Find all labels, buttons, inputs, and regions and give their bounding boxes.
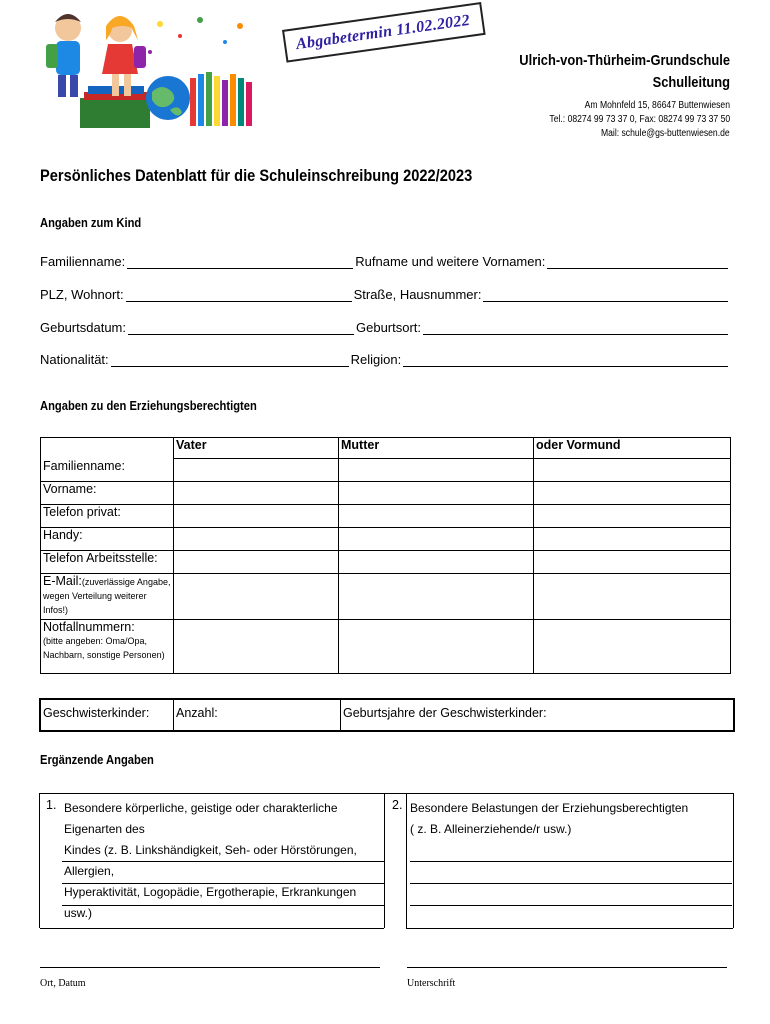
item2-answer-line[interactable] <box>410 905 732 906</box>
school-name: Ulrich-von-Thürheim-Grundschule <box>519 52 730 69</box>
item1-answer-line[interactable] <box>62 883 384 884</box>
emergency-note: (bitte angeben: Oma/Opa, Nachbarn, sonstige Personen) <box>43 636 165 660</box>
child-row-2 <box>40 287 730 302</box>
field-birthdate[interactable] <box>128 320 354 335</box>
school-phone: Tel.: 08274 99 73 37 0, Fax: 08274 99 73 37 50 <box>549 114 730 125</box>
cell-guardian-mobile[interactable] <box>534 528 731 551</box>
child-row-1 <box>40 254 730 269</box>
field-label-street: Straße, Hausnummer: <box>353 287 482 302</box>
cell-mother-phone[interactable] <box>339 505 534 528</box>
school-header <box>485 50 730 94</box>
item2-bottom-line <box>406 928 733 929</box>
school-address: Am Mohnfeld 15, 86647 Buttenwiesen <box>584 100 730 111</box>
field-label-surname: Familienname: <box>40 254 126 269</box>
signature-line[interactable] <box>407 967 727 989</box>
cell-guardian-email[interactable] <box>534 574 731 620</box>
item2-line: ( z. B. Alleinerziehende/r usw.) <box>410 822 572 836</box>
column-header-father: Vater <box>174 438 339 459</box>
siblings-row <box>39 698 735 732</box>
item1-answer-line[interactable] <box>62 905 384 906</box>
item2-line: Besondere Belastungen der Erziehungsberechtigten <box>410 801 689 815</box>
cell-father-email[interactable] <box>174 574 339 620</box>
section-heading-child: Angaben zum Kind <box>40 215 142 230</box>
cell-mother-work[interactable] <box>339 551 534 574</box>
item1-line: Hyperaktivität, Logopädie, Ergotherapie, Erkrankungen usw.) <box>64 885 357 920</box>
item1-answer-line[interactable] <box>62 861 384 862</box>
row-label-phone-work: Telefon Arbeitsstelle: <box>41 551 174 574</box>
siblings-birthyears[interactable]: Geburtsjahre der Geschwisterkinder: <box>343 706 547 720</box>
field-street[interactable] <box>483 287 728 302</box>
guardians-corner-cell <box>41 438 174 459</box>
item2-answer-line[interactable] <box>410 861 732 862</box>
cell-father-emergency[interactable] <box>174 620 339 674</box>
column-divider-right <box>406 794 407 928</box>
field-surname[interactable] <box>127 254 353 269</box>
place-date-line[interactable] <box>40 967 380 989</box>
siblings-label: Geschwisterkinder: <box>41 700 174 730</box>
field-religion[interactable] <box>403 352 728 367</box>
row-label-firstname: Vorname: <box>41 482 174 505</box>
table-row <box>41 574 731 620</box>
row-label-phone-private: Telefon privat: <box>41 505 174 528</box>
section-heading-guardians: Angaben zu den Erziehungsberechtigten <box>40 398 257 413</box>
school-department: Schulleitung <box>652 74 730 91</box>
table-row <box>41 482 731 505</box>
page-title: Persönliches Datenblatt für die Schuleinschreibung 2022/2023 <box>40 166 473 185</box>
table-row <box>41 528 731 551</box>
signature-label: Unterschrift <box>407 978 456 989</box>
cell-father-phone[interactable] <box>174 505 339 528</box>
cell-mother-emergency[interactable] <box>339 620 534 674</box>
field-zip-city[interactable] <box>126 287 352 302</box>
siblings-count[interactable]: Anzahl: <box>174 700 341 730</box>
field-nationality[interactable] <box>111 352 349 367</box>
item1-number: 1. <box>46 798 57 812</box>
school-contact <box>520 99 730 141</box>
row-label-mobile: Handy: <box>41 528 174 551</box>
cell-mother-surname[interactable] <box>339 459 534 482</box>
column-header-guardian: oder Vormund <box>534 438 731 459</box>
item2-number: 2. <box>392 798 403 812</box>
cell-guardian-work[interactable] <box>534 551 731 574</box>
field-label-birthplace: Geburtsort: <box>356 320 422 335</box>
cell-mother-email[interactable] <box>339 574 534 620</box>
cell-mother-mobile[interactable] <box>339 528 534 551</box>
deadline-stamp: Abgabetermin 11.02.2022 <box>282 2 486 63</box>
cell-father-surname[interactable] <box>174 459 339 482</box>
field-label-nationality: Nationalität: <box>40 352 109 367</box>
table-row <box>41 551 731 574</box>
row-label-surname: Familienname: <box>41 459 174 482</box>
field-label-birthdate: Geburtsdatum: <box>40 320 126 335</box>
item1-line: Kindes (z. B. Linkshändigkeit, Seh- oder Hörstörungen, Allergien, <box>64 843 357 878</box>
school-mail: Mail: schule@gs-buttenwiesen.de <box>601 128 730 139</box>
row-label-emergency <box>41 620 174 674</box>
child-row-3 <box>40 320 730 335</box>
table-row <box>41 459 731 482</box>
cell-guardian-emergency[interactable] <box>534 620 731 674</box>
column-divider-left <box>384 794 385 928</box>
field-firstnames[interactable] <box>547 254 728 269</box>
cell-father-work[interactable] <box>174 551 339 574</box>
extra-info-box <box>39 793 734 928</box>
cell-guardian-firstname[interactable] <box>534 482 731 505</box>
cell-mother-firstname[interactable] <box>339 482 534 505</box>
email-label: E-Mail: <box>43 574 82 588</box>
cell-guardian-phone[interactable] <box>534 505 731 528</box>
place-date-label: Ort, Datum <box>40 978 86 989</box>
field-label-religion: Religion: <box>350 352 402 367</box>
field-label-zip-city: PLZ, Wohnort: <box>40 287 124 302</box>
guardians-table <box>40 437 731 674</box>
section-heading-extra: Ergänzende Angaben <box>40 752 154 767</box>
child-row-4 <box>40 352 730 367</box>
emergency-label: Notfallnummern: <box>43 620 135 634</box>
field-label-firstnames: Rufname und weitere Vornamen: <box>355 254 546 269</box>
table-row <box>41 620 731 674</box>
cell-father-firstname[interactable] <box>174 482 339 505</box>
table-row <box>41 505 731 528</box>
field-birthplace[interactable] <box>423 320 728 335</box>
item1-line: Besondere körperliche, geistige oder charakterliche Eigenarten des <box>64 801 338 836</box>
guardians-header-row <box>41 438 731 459</box>
email-note: (zuverlässige Angabe, wegen Verteilung weiterer Infos!) <box>43 577 171 615</box>
item2-text <box>410 798 720 840</box>
cell-father-mobile[interactable] <box>174 528 339 551</box>
item2-answer-line[interactable] <box>410 883 732 884</box>
school-logo-illustration <box>40 6 258 131</box>
row-label-email <box>41 574 174 620</box>
cell-guardian-surname[interactable] <box>534 459 731 482</box>
column-header-mother: Mutter <box>339 438 534 459</box>
item1-bottom-line <box>40 928 384 929</box>
